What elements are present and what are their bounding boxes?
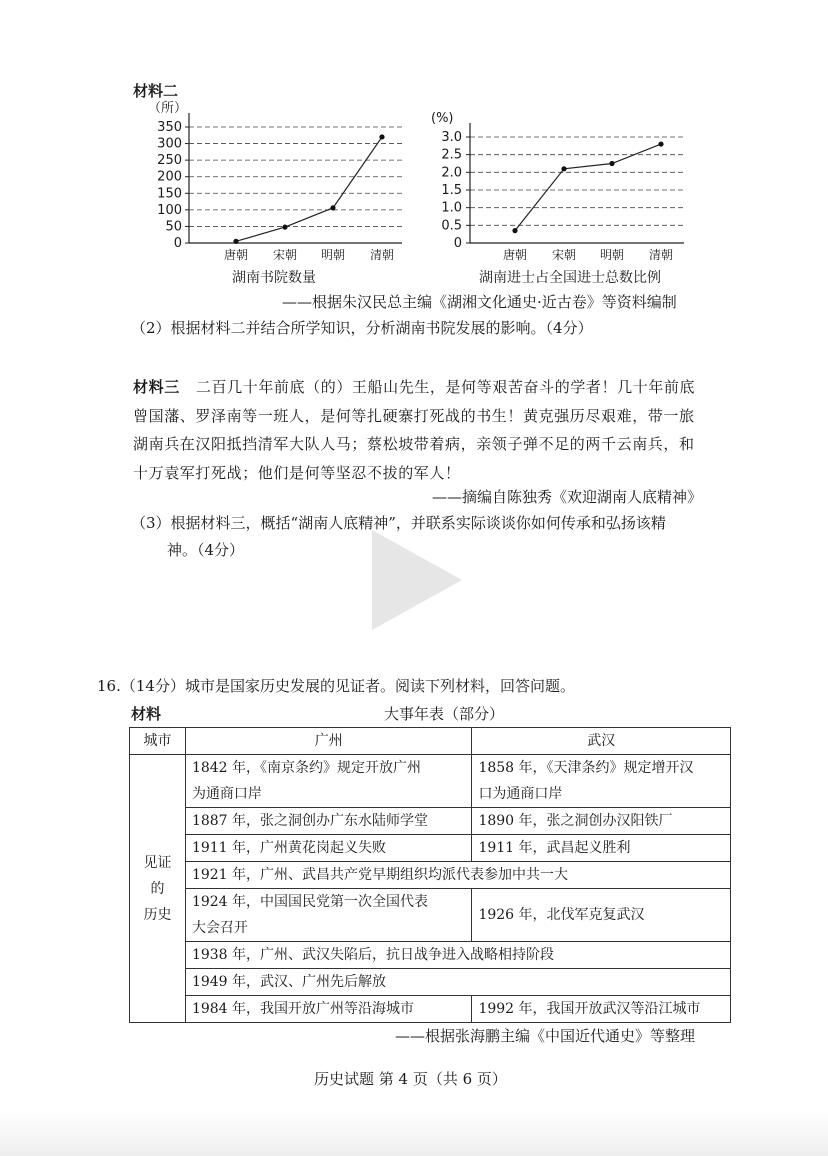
- table-cell: 1984 年，我国开放广州等沿海城市: [185, 996, 472, 1023]
- events-table: [129, 727, 731, 1023]
- data-point: [282, 224, 287, 229]
- question-16-stem: 16.（14分）城市是国家历史发展的见证者。阅读下列材料，回答问题。: [97, 677, 575, 695]
- y-tick-label: 0: [173, 236, 182, 251]
- jinshi-ratio-chart: [431, 111, 684, 262]
- material2-heading: 材料二: [133, 82, 179, 100]
- row-label-line: 历史: [143, 906, 172, 923]
- table-cell: 1858 年，《天津条约》规定增开汉 口为通商口岸: [472, 755, 731, 808]
- y-tick-label: 1.0: [441, 200, 462, 216]
- row-label: [130, 755, 186, 1023]
- table-row: [130, 996, 731, 1023]
- y-tick-label: 200: [157, 169, 182, 185]
- x-tick-label: 明朝: [320, 248, 346, 262]
- x-tick-label: 清朝: [369, 248, 395, 262]
- material2-source: ——根据朱汉民总主编《湖湘文化通史·近古卷》等资料编制: [282, 293, 677, 311]
- material3-line-4: 十万袁军打死战；他们是何等坚忍不拔的军人！: [133, 463, 461, 482]
- y-tick-label: 3.0: [441, 130, 462, 145]
- y-tick-label: 2.0: [441, 165, 462, 181]
- header-city: 城市: [130, 728, 186, 755]
- data-point: [658, 141, 663, 146]
- chart-left-caption: 湖南书院数量: [232, 270, 316, 286]
- table-row: [130, 942, 731, 969]
- table-cell: 1924 年，中国国民党第一次全国代表 大会召开: [185, 889, 472, 942]
- y-tick-label: 0.5: [441, 218, 462, 234]
- header-guangzhou: 广州: [185, 728, 472, 755]
- data-point: [512, 228, 517, 233]
- table-cell-merged: 1949 年，武汉、广州先后解放: [185, 969, 730, 996]
- table-cell: 1992 年，我国开放武汉等沿江城市: [472, 996, 731, 1023]
- material3-heading: 材料三: [133, 378, 180, 396]
- data-point: [379, 134, 384, 139]
- table-cell-merged: 1921 年，广州、武昌共产党早期组织均派代表参加中共一大: [185, 862, 730, 889]
- x-tick-label: 宋朝: [551, 248, 577, 262]
- x-tick-label: 唐朝: [502, 248, 528, 262]
- play-watermark-icon: [372, 530, 462, 630]
- y-tick-label: 350: [157, 120, 182, 135]
- y-tick-label: 100: [157, 202, 182, 218]
- material3-line-1: 二百几十年前底（的）王船山先生，是何等艰苦奋斗的学者！几十年前底: [195, 378, 696, 396]
- question-2: （2）根据材料二并结合所学知识，分析湖南书院发展的影响。（4分）: [131, 319, 593, 337]
- header-wuhan: 武汉: [472, 728, 731, 755]
- q16-material-label: 材料: [131, 705, 162, 723]
- y-unit-label: (%): [431, 111, 454, 126]
- table-row: [130, 755, 731, 808]
- row-label-line: 的: [150, 880, 165, 897]
- table-cell: 1890 年，张之洞创办汉阳铁厂: [472, 808, 731, 835]
- material3-source: ——摘编自陈独秀《欢迎湖南人底精神》: [432, 488, 703, 506]
- q16-source: ——根据张海鹏主编《中国近代通史》等整理: [395, 1027, 696, 1045]
- table-cell-merged: 1938 年，广州、武汉失陷后，抗日战争进入战略相持阶段: [185, 942, 730, 969]
- material3-block: [133, 373, 733, 487]
- y-tick-label: 300: [157, 136, 182, 152]
- data-point: [561, 166, 566, 171]
- data-point: [609, 161, 614, 166]
- table-cell: 1911 年，武昌起义胜利: [472, 835, 731, 862]
- table-header-row: [130, 728, 731, 755]
- question-3-line-2: 神。（4分）: [167, 541, 245, 559]
- data-point: [233, 239, 238, 244]
- series-line: [515, 144, 661, 231]
- x-tick-label: 唐朝: [223, 248, 249, 262]
- x-tick-label: 宋朝: [272, 248, 298, 262]
- x-tick-label: 明朝: [599, 248, 625, 262]
- page-footer: 历史试题 第 4 页（共 6 页）: [314, 1070, 507, 1088]
- y-tick-label: 0: [453, 236, 462, 251]
- table-cell: 1842 年，《南京条约》规定开放广州 为通商口岸: [185, 755, 472, 808]
- table-row: [130, 969, 731, 996]
- table-row: [130, 808, 731, 835]
- bottom-shadow: [0, 1110, 828, 1156]
- y-tick-label: 150: [157, 186, 182, 202]
- y-tick-label: 50: [165, 219, 182, 235]
- table-row: [130, 889, 731, 942]
- x-tick-label: 清朝: [648, 248, 674, 262]
- table-row: [130, 835, 731, 862]
- row-label-line: 见证: [143, 854, 172, 871]
- chart-right-caption: 湖南进士占全国进士总数比例: [479, 270, 661, 286]
- y-tick-label: 250: [157, 153, 182, 169]
- events-table-title: 大事年表（部分）: [384, 705, 505, 723]
- y-tick-label: 1.5: [441, 183, 462, 198]
- series-line: [236, 137, 382, 241]
- academy-count-chart: [148, 101, 402, 262]
- table-row: [130, 862, 731, 889]
- table-cell: 1887 年，张之洞创办广东水陆师学堂: [185, 808, 472, 835]
- table-cell: 1911 年，广州黄花岗起义失败: [185, 835, 472, 862]
- question-3-line-1: （3）根据材料三，概括“湖南人底精神”，并联系实际谈谈你如何传承和弘扬该精: [131, 514, 666, 532]
- y-tick-label: 2.5: [441, 147, 462, 163]
- material3-line-2: 曾国藩、罗泽南等一班人，是何等扎硬寨打死战的书生！黄克强历尽艰难，带一旅: [133, 406, 695, 425]
- material3-line-3: 湖南兵在汉阳抵挡清军大队人马；蔡松坡带着病，亲领子弹不足的两千云南兵，和: [133, 435, 695, 453]
- material2-charts: [0, 0, 828, 320]
- table-cell: 1926 年，北伐军克复武汉: [472, 889, 731, 942]
- data-point: [330, 205, 335, 210]
- y-unit-label: （所）: [148, 101, 188, 116]
